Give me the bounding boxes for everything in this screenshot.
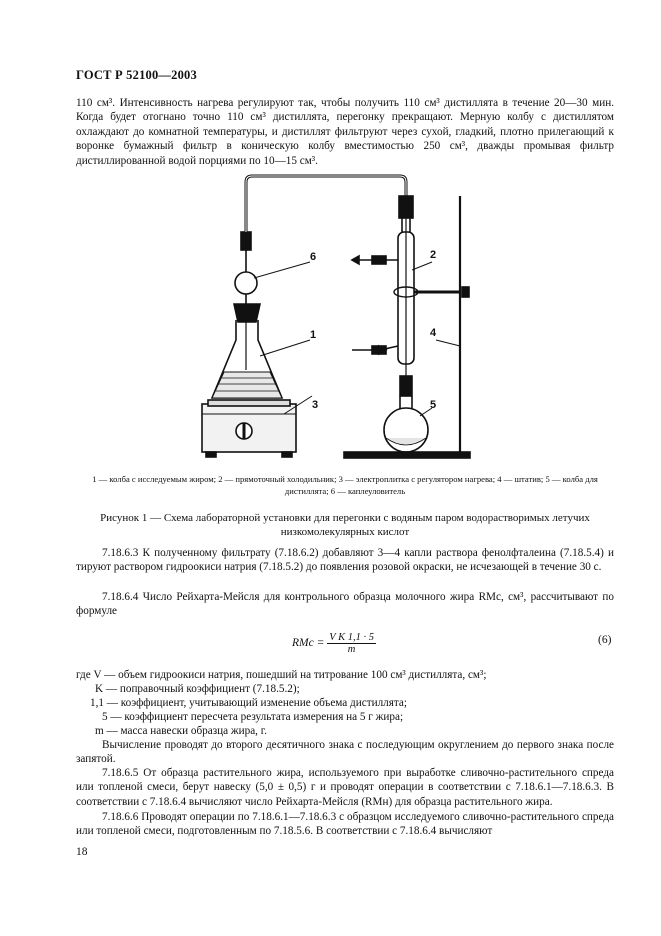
definition-k: K — поправочный коэффициент (7.18.5.2); [95,683,300,695]
formula-fraction [327,632,376,655]
definition-1-1: 1,1 — коэффициент, учитывающий изменение объема дистиллята; [90,697,407,709]
figure-label-2: 2 [430,249,437,261]
formula-numerator: V K 1,1 · 5 [329,632,374,643]
figure-label-5: 5 [430,399,437,411]
figure-caption: Рисунок 1 — Схема лабораторной установки для перегонки с водяным паром водорастворимых летучих низкомолекулярных кислот [100,512,590,538]
page-header: ГОСТ Р 52100—2003 [76,68,197,82]
figure-label-3: 3 [312,399,319,411]
figure-label-4: 4 [430,327,437,339]
figure-label-6: 6 [310,251,317,263]
droplet-catcher [235,272,257,294]
intro-paragraph: 110 см³. Интенсивность нагрева регулируют так, чтобы получить 110 см³ дистиллята в течение 20—30 мин. Когда будет отогнано точно 110 см³ дистиллята, перегонку прекращают. Мерную колбу с дистиллятом охлаждают до комнатной температуры, и дистиллят фильтруют через сухой, гладкий, плотно прилегающий к воронке бумажный фильтр в коническую колбу вместимостью 250 см³, дважды промывая фильтр дистиллированной водой порциями по 10—15 см³. [76,97,614,167]
page-number: 18 [76,846,88,858]
definition-m: m — масса навески образца жира, г. [95,725,267,737]
figure-label-1: 1 [310,329,317,341]
formula-number: (6) [598,634,612,646]
figure-legend: 1 — колба с исследуемым жиром; 2 — прямоточный холодильник; 3 — электроплитка с регулятором нагрева; 4 — штатив; 5 — колба для дистиллята; 6 — каплеуловитель [92,474,598,496]
section-7-18-6-3: 7.18.6.3 К полученному фильтрату (7.18.6.2) добавляют 3—4 капли раствора фенолфталеина (7.18.5.4) и тируют раствором гидроокиси натрия (7.18.5.2) до появления розовой окраски, не исчезающей в течение 30 с. [76,547,614,574]
section-7-18-6-5: 7.18.6.5 От образца растительного жира, используемого при выработке сливочно-растительного спреда или топленой смеси, берут навеску (5,0 ± 0,5) г и проводят операции в соответствии с 7.18.6.1—7.18.6.3. В соответствии с 7.18.6.4 вычисляют число Рейхарта-Мейсля (RMн) для образца растительного жира. [76,767,614,808]
definition-5: 5 — коэффициент пересчета результата измерения на 5 г жира; [102,711,404,723]
formula-6 [292,632,376,655]
formula-lhs: RMс = [292,637,325,650]
formula-denominator: m [347,644,356,655]
section-7-18-6-6: 7.18.6.6 Проводят операции по 7.18.6.1—7.18.6.3 с образцом исследуемого сливочно-растительного спреда или топленой смеси, подготовленным по 7.18.5.6. В соответствии с 7.18.6.4 вычисляют [76,811,614,838]
section-7-18-6-4: 7.18.6.4 Число Рейхарта-Мейсля для контрольного образца молочного жира RMс, см³, рассчитывают по формуле [76,591,614,618]
rounding-paragraph: Вычисление проводят до второго десятичного знака с последующим округлением до первого знака после запятой. [76,739,614,766]
stand-base [344,452,470,458]
definition-v: где V — объем гидроокиси натрия, пошедший на титрование 100 см³ дистиллята, см³; [76,669,487,681]
